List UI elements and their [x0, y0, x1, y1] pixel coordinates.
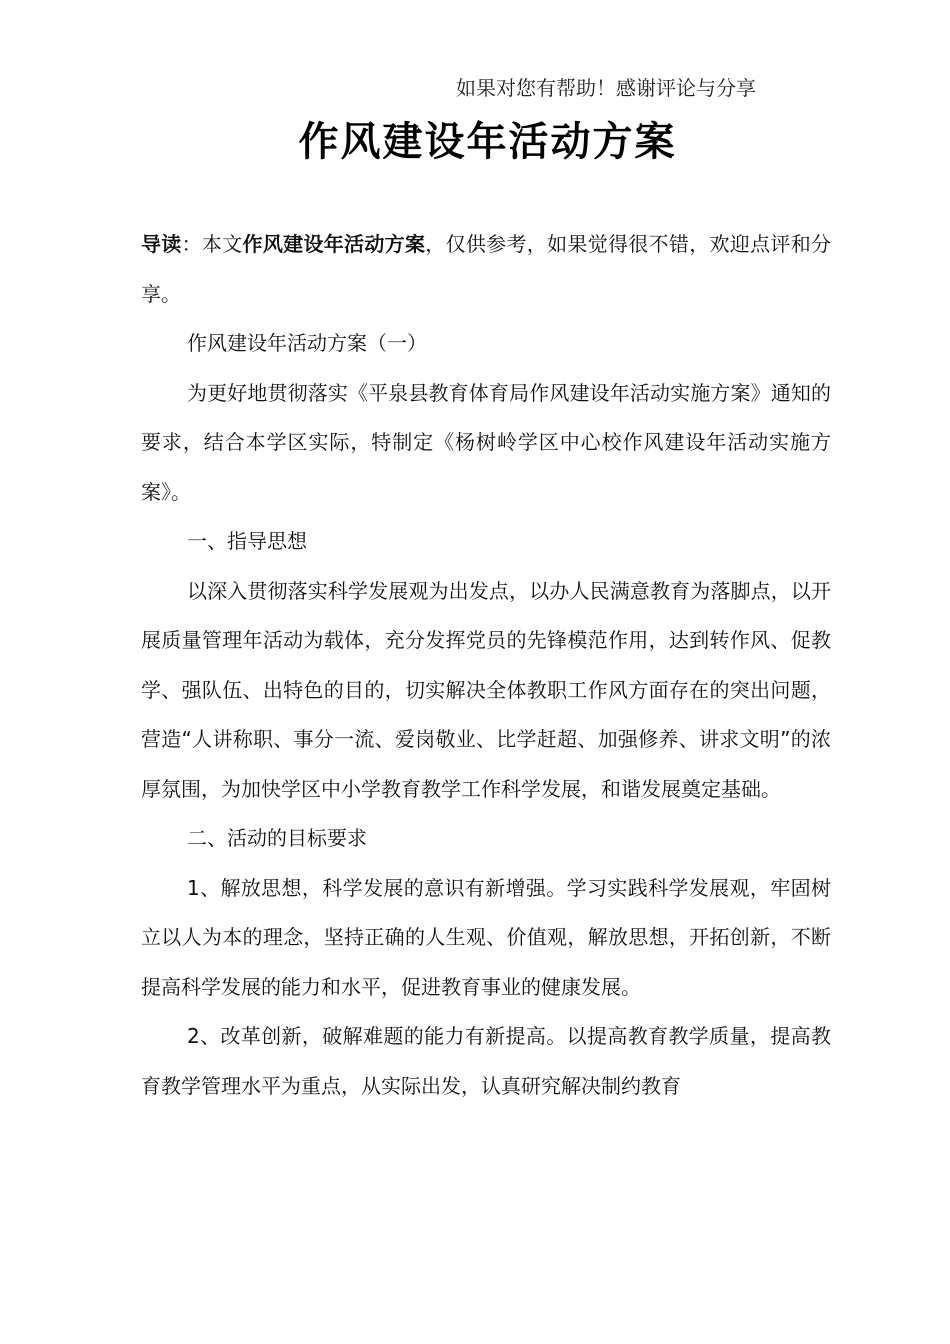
paragraph-guiding-thought: 以深入贯彻落实科学发展观为出发点，以办人民满意教育为落脚点，以开展质量管理年活动为载体，充分发挥党员的先锋模范作用，达到转作风、促教学、强队伍、出特色的目的，切实解决全体教职工作风方面存在的突出问题，营造“人讲称职、事分一流、爱岗敬业、比学赶超、加强修养、讲求文明”的浓厚氛围，为加快学区中小学教育教学工作科学发展，和谐发展奠定基础。: [141, 578, 831, 801]
intro-text-before: ：本文: [181, 232, 243, 256]
paragraph-goal-1: 1、解放思想，科学发展的意识有新增强。学习实践科学发展观，牢固树立以人为本的理念，坚持正确的人生观、价值观，解放思想，开拓创新，不断提高科学发展的能力和水平，促进教育事业的健康发展。: [141, 875, 831, 999]
intro-title-ref: 作风建设年活动方案: [242, 232, 426, 256]
paragraph-purpose: 为更好地贯彻落实《平泉县教育体育局作风建设年活动实施方案》通知的要求，结合本学区实际，特制定《杨树岭学区中心校作风建设年活动实施方案》。: [141, 380, 831, 504]
section-heading-goals: 二、活动的目标要求: [187, 826, 367, 850]
intro-label: 导读: [141, 232, 182, 256]
section-heading-part-one: 作风建设年活动方案（一）: [187, 331, 427, 355]
section-heading-guiding-thought: 一、指导思想: [187, 529, 307, 553]
document-body: [141, 220, 831, 1111]
intro-text-after: ，仅供参考，如果觉得很不错，欢迎点评和分享。: [141, 232, 832, 306]
page-title: 作风建设年活动方案: [298, 119, 677, 165]
header-note: 如果对您有帮助！感谢评论与分享: [456, 76, 756, 100]
paragraph-goal-2: 2、改革创新，破解难题的能力有新提高。以提高教育教学质量，提高教育教学管理水平为重点，从实际出发，认真研究解决制约教育: [141, 1024, 831, 1098]
intro-paragraph: [141, 220, 831, 319]
